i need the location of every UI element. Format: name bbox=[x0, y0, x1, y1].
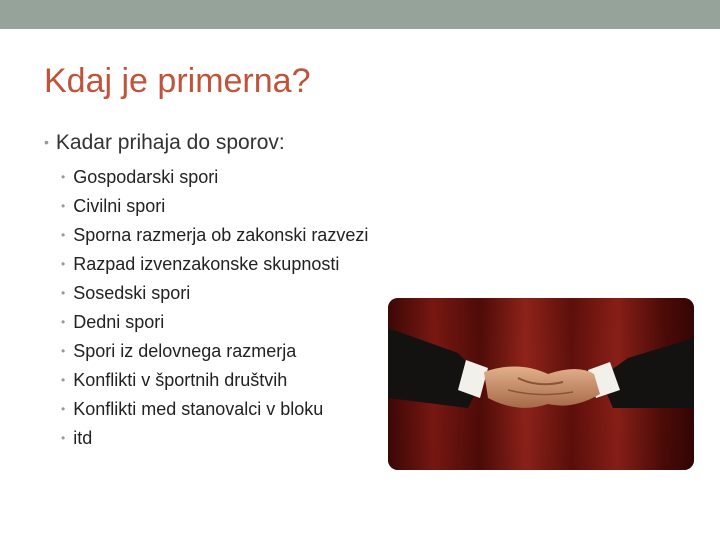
bullet-icon: • bbox=[61, 315, 66, 329]
list-item-text: Sosedski spori bbox=[73, 283, 191, 303]
list-item-text: Spori iz delovnega razmerja bbox=[73, 341, 297, 361]
list-item-text: itd bbox=[73, 428, 93, 448]
bullet-icon: • bbox=[61, 170, 66, 184]
bullet-icon: • bbox=[61, 257, 66, 271]
list-item bbox=[61, 424, 368, 453]
list-item-text: Sporna razmerja ob zakonski razvezi bbox=[73, 225, 369, 245]
main-bullet-text: Kadar prihaja do sporov: bbox=[55, 131, 285, 154]
list-item bbox=[61, 308, 368, 337]
list-item-text: Civilni spori bbox=[73, 196, 166, 216]
list-item-text: Konflikti v športnih društvih bbox=[73, 370, 288, 390]
list-item bbox=[61, 395, 368, 424]
main-bullet bbox=[44, 131, 285, 155]
list-item-text: Dedni spori bbox=[73, 312, 165, 332]
list-item bbox=[61, 279, 368, 308]
handshake-photo-icon bbox=[388, 298, 694, 470]
bullet-icon: • bbox=[61, 344, 66, 358]
bullet-icon: • bbox=[61, 431, 66, 445]
sub-bullet-list bbox=[61, 163, 368, 453]
list-item bbox=[61, 192, 368, 221]
list-item-text: Konflikti med stanovalci v bloku bbox=[73, 399, 324, 419]
list-item bbox=[61, 337, 368, 366]
list-item-text: Razpad izvenzakonske skupnosti bbox=[73, 254, 340, 274]
bullet-icon: • bbox=[61, 373, 66, 387]
list-item-text: Gospodarski spori bbox=[73, 167, 219, 187]
list-item bbox=[61, 163, 368, 192]
top-bar bbox=[0, 0, 720, 29]
list-item bbox=[61, 250, 368, 279]
bullet-icon: • bbox=[44, 134, 49, 150]
bullet-icon: • bbox=[61, 402, 66, 416]
slide-title: Kdaj je primerna? bbox=[44, 62, 311, 100]
bullet-icon: • bbox=[61, 286, 66, 300]
bullet-icon: • bbox=[61, 228, 66, 242]
bullet-icon: • bbox=[61, 199, 66, 213]
list-item bbox=[61, 366, 368, 395]
list-item bbox=[61, 221, 368, 250]
